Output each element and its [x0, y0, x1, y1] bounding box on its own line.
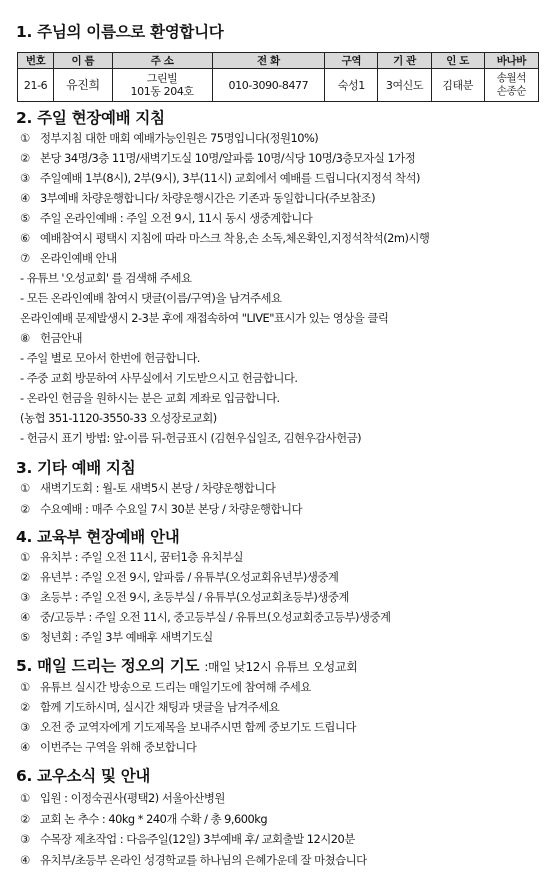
- list-item: [20, 720, 356, 734]
- list-item-number: ②: [20, 570, 30, 584]
- list-item-text: 오전 중 교역자에게 기도제목을 보내주시면 함께 중보기도 드립니다: [40, 720, 356, 734]
- table-row: [18, 69, 539, 102]
- list-item: [20, 812, 267, 826]
- header-guide: 인 도: [431, 53, 484, 69]
- list-item-number: ⑧: [20, 331, 30, 345]
- list-item-number: ④: [20, 191, 30, 205]
- list-item-number: ②: [20, 811, 30, 826]
- list-item: [20, 680, 311, 694]
- list-item-number: ⑤: [20, 211, 30, 225]
- list-item-text: - 온라인 헌금을 원하시는 분은 교회 계좌로 입금합니다.: [20, 391, 280, 405]
- list-item-number: ①: [20, 791, 30, 805]
- list-item: [20, 331, 82, 345]
- list-item-text: 예배참여시 평택시 지침에 따라 마스크 착용,손 소독,체온확인,지정석착석(2m)시행: [40, 231, 430, 245]
- list-item-text: 정부지침 대한 매회 예배가능인원은 75명입니다(정원10%): [40, 131, 319, 145]
- list-item: [20, 431, 361, 445]
- list-item-number: ①: [20, 481, 30, 495]
- list-item: [20, 191, 375, 205]
- list-item-text: 유튜브 실시간 방송으로 드리는 매일기도에 참여해 주세요: [40, 680, 311, 694]
- section-welcome-title: 1. 주님의 이름으로 환영합니다: [16, 23, 224, 41]
- new-member-table: [17, 52, 539, 102]
- list-item-text: - 모든 온라인예배 참여시 댓글(이름/구역)을 남겨주세요: [20, 291, 282, 305]
- list-item: [20, 550, 243, 564]
- list-item-text: 수요예배 : 매주 수요일 7시 30분 본당 / 차량운행합니다: [40, 501, 302, 516]
- list-item: [20, 590, 349, 604]
- list-item-number: ①: [20, 680, 30, 694]
- cell-address-line2: 101동 204호: [130, 85, 194, 98]
- list-item-text: 중/고등부 : 주일 오전 11시, 중고등부실 / 유튜브(오성교회중고등부)생중계: [40, 610, 391, 624]
- list-item-text: 3부예배 차량운행합니다/ 차량운행시간은 기존과 동일합니다(주보참조): [40, 191, 376, 205]
- list-item: [20, 231, 429, 245]
- list-item-text: (농협 351-1120-3550-33 오성장로교회): [20, 411, 217, 425]
- list-item-number: ④: [20, 852, 30, 867]
- list-item: [20, 411, 217, 425]
- section-news-title: 6. 교우소식 및 안내: [16, 767, 151, 785]
- cell-name: 유진희: [54, 69, 112, 102]
- list-item: [20, 171, 420, 185]
- header-barnabas: 바나바: [484, 53, 538, 69]
- list-item: [20, 610, 390, 624]
- list-item-text: 초등부 : 주일 오전 9시, 초등부실 / 유튜부(오성교회초등부)생중계: [40, 590, 349, 604]
- cell-barnabas: [484, 69, 538, 102]
- header-org: 기 관: [378, 53, 431, 69]
- cell-district: 숙성1: [325, 69, 378, 102]
- cell-address: [112, 69, 212, 102]
- list-item-text: - 헌금시 표기 방법: 앞-이름 뒤-헌금표시 (김현우십일조, 김현우감사헌금): [20, 431, 362, 445]
- list-item: [20, 151, 415, 165]
- list-item-number: ③: [20, 590, 30, 604]
- table-header-row: [18, 53, 539, 69]
- list-item-number: ②: [20, 151, 30, 165]
- section-prayer-note: :매일 낮12시 유튜브 오성교회: [204, 660, 358, 674]
- list-item-text: - 주중 교회 방문하여 사무실에서 기도받으시고 헌금합니다.: [20, 371, 298, 385]
- cell-phone: 010-3090-8477: [212, 69, 325, 102]
- list-item-text: - 유튜브 '오성교회' 를 검색해 주세요: [20, 271, 192, 285]
- list-item: [20, 131, 318, 145]
- list-item: [20, 271, 192, 285]
- list-item-text: 수목장 제초작업 : 다음주일(12일) 3부예배 후/ 교회출발 12시20분: [40, 832, 355, 846]
- list-item-number: ①: [20, 131, 30, 145]
- list-item-number: ④: [20, 740, 30, 754]
- list-item-number: ②: [20, 700, 30, 714]
- section-other-title: 3. 기타 예배 지침: [16, 459, 136, 477]
- list-item: [20, 791, 225, 805]
- list-item-text: 함께 기도하시며, 실시간 채팅과 댓글을 남겨주세요: [40, 700, 280, 714]
- list-item: [20, 211, 312, 225]
- list-item-text: 청년회 : 주일 3부 예배후 새벽기도실: [40, 630, 213, 644]
- list-item-text: 주일 온라인예배 : 주일 오전 9시, 11시 동시 생중계합니다: [40, 211, 313, 225]
- cell-barnabas-line2: 손종순: [496, 85, 526, 97]
- list-item-text: 유치부/초등부 온라인 성경학교를 하나님의 은혜가운데 잘 마쳤습니다: [40, 852, 367, 867]
- section-prayer-title: [16, 654, 357, 676]
- cell-barnabas-line1: 송월석: [496, 72, 526, 84]
- section-onsite-title: 2. 주일 현장예배 지침: [16, 109, 165, 127]
- list-item-text: 온라인예배 안내: [40, 251, 117, 265]
- list-item-text: 이번주는 구역을 위해 중보합니다: [40, 740, 197, 754]
- list-item: [20, 251, 117, 265]
- section-prayer-heading: 5. 매일 드리는 정오의 기도: [16, 657, 200, 675]
- list-item-text: 온라인예배 문제발생시 2-3분 후에 재접속하여 "LIVE"표시가 있는 영상을 클릭: [20, 311, 389, 325]
- cell-address-line1: 그린빌: [146, 72, 178, 85]
- header-district: 구역: [325, 53, 378, 69]
- list-item-text: 유치부 : 주일 오전 11시, 꿈터1층 유치부실: [40, 550, 243, 564]
- section-education-title: 4. 교육부 현장예배 안내: [16, 528, 180, 546]
- list-item-number: ②: [20, 501, 30, 516]
- list-item-text: 새벽기도회 : 월-토 새벽5시 본당 / 차량운행합니다: [40, 481, 276, 495]
- cell-no: 21-6: [18, 69, 54, 102]
- header-address: 주 소: [112, 53, 212, 69]
- cell-guide: 김태분: [431, 69, 484, 102]
- list-item-number: ③: [20, 832, 30, 846]
- list-item: [20, 853, 367, 867]
- list-item-number: ⑤: [20, 630, 30, 644]
- list-item-text: 본당 34명/3층 11명/새벽기도실 10명/알파룸 10명/식당 10명/3층모자실 1가정: [40, 151, 416, 165]
- list-item-text: 교회 논 추수 : 40kg * 240개 수확 / 총 9,600kg: [40, 811, 268, 826]
- header-phone: 전 화: [212, 53, 325, 69]
- list-item-number: ⑥: [20, 231, 30, 245]
- list-item: [20, 291, 282, 305]
- list-item-number: ③: [20, 171, 30, 185]
- list-item-text: 입원 : 이정숙권사(평택2) 서울아산병원: [40, 791, 225, 805]
- list-item: [20, 371, 298, 385]
- cell-org: 3여신도: [378, 69, 431, 102]
- list-item-text: 헌금안내: [40, 331, 83, 345]
- list-item: [20, 740, 196, 754]
- header-no: 번호: [18, 53, 54, 69]
- list-item-text: - 주일 별로 모아서 한번에 헌금합니다.: [20, 351, 200, 365]
- list-item: [20, 570, 338, 584]
- list-item-number: ③: [20, 720, 30, 734]
- list-item-text: 주일예배 1부(8시), 2부(9시), 3부(11시) 교회에서 예배를 드립니다(지정석 착석): [40, 171, 420, 185]
- list-item-number: ⑦: [20, 251, 30, 265]
- list-item-number: ①: [20, 550, 30, 564]
- header-name: 이 름: [54, 53, 112, 69]
- list-item-number: ④: [20, 610, 30, 624]
- list-item: [20, 630, 213, 644]
- list-item-text: 유년부 : 주일 오전 9시, 알파룸 / 유튜부(오성교회유년부)생중계: [40, 570, 339, 584]
- list-item: [20, 311, 388, 325]
- list-item: [20, 832, 355, 846]
- list-item: [20, 700, 279, 714]
- list-item: [20, 502, 302, 516]
- list-item: [20, 391, 280, 405]
- list-item: [20, 481, 275, 495]
- list-item: [20, 351, 200, 365]
